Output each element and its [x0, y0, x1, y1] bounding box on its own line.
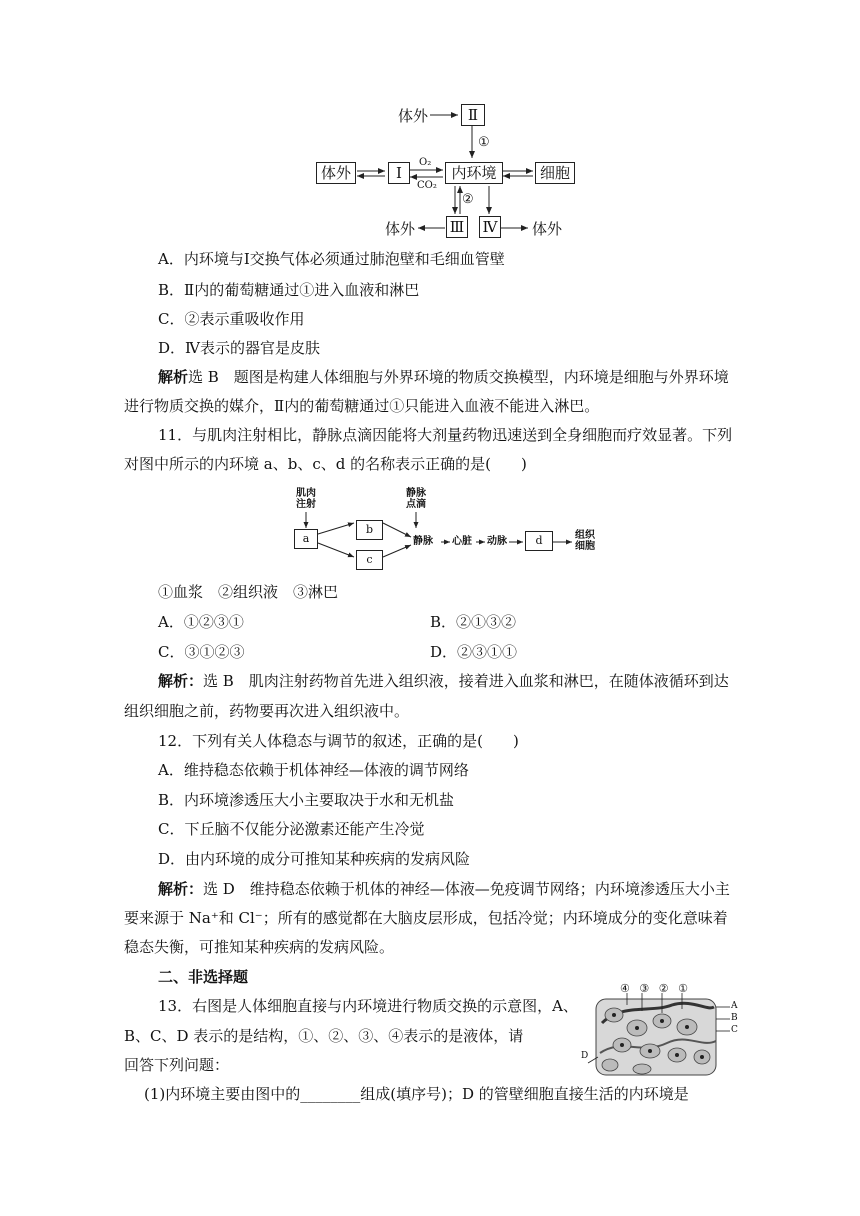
q12-option-c: C．下丘脑不仅能分泌激素还能产生冷觉	[158, 820, 425, 838]
q11-option-b: B．②①③②	[430, 613, 517, 631]
box-b: b	[356, 520, 383, 540]
tissue-label-1: 组织	[575, 530, 595, 541]
artery-label: 动脉	[487, 536, 507, 547]
q12-option-b: B．内环境渗透压大小主要取决于水和无机盐	[158, 791, 455, 809]
q11-option-c: C．③①②③	[158, 643, 245, 661]
co2-label: CO₂	[417, 180, 437, 191]
tissue-drawing	[582, 993, 742, 1083]
q11-option-a: A．①②③①	[158, 613, 244, 631]
q13-stem-line-1: 13．右图是人体细胞直接与内环境进行物质交换的示意图，A、	[158, 997, 578, 1015]
tissue-label-2: 细胞	[575, 541, 595, 552]
box-ii: Ⅱ	[461, 104, 485, 126]
cell-box: 细胞	[535, 162, 575, 184]
box-d: d	[525, 531, 553, 551]
mark-1: ①	[478, 135, 490, 150]
o2-label: O₂	[419, 157, 432, 168]
q10-option-b: B．Ⅱ内的葡萄糖通过①进入血液和淋巴	[158, 281, 420, 299]
q11-analysis-text-1: 选 B 肌肉注射药物首先进入组织液，接着进入血浆和淋巴，在随体液循环到达	[203, 672, 729, 690]
vein-label: 静脉	[413, 536, 433, 547]
box-iv: Ⅳ	[479, 216, 501, 238]
outside-left-box: 体外	[316, 162, 356, 184]
q13-sub-question-1: (1)内环境主要由图中的________组成(填序号)；D 的管壁细胞直接生活的内环境是	[144, 1085, 689, 1103]
section-heading: 二、非选择题	[158, 968, 249, 986]
q11-analysis-label: 解析：	[158, 672, 204, 690]
q11-analysis-line-2: 组织细胞之前，药物要再次进入组织液中。	[124, 702, 410, 720]
q10-analysis-label: 解析	[158, 368, 189, 386]
q11-stem-line-1: 11．与肌肉注射相比，静脉点滴因能将大剂量药物迅速送到全身细胞而疗效显著。下列	[158, 426, 733, 444]
q10-analysis-text-1: 选 B 题图是构建人体细胞与外界环境的物质交换模型，内环境是细胞与外界环境	[188, 368, 729, 386]
fig-label-d: D	[581, 1051, 589, 1061]
q11-stem-line-2: 对图中所示的内环境 a、b、c、d 的名称表示正确的是( )	[124, 455, 527, 473]
q12-analysis-line-1	[158, 879, 730, 899]
q10-option-a: A．内环境与Ⅰ交换气体必须通过肺泡壁和毛细血管壁	[158, 250, 505, 268]
q11-analysis-line-1	[158, 671, 729, 691]
q10-analysis-line-2: 进行物质交换的媒介，Ⅱ内的葡萄糖通过①只能进入血液不能进入淋巴。	[124, 397, 600, 415]
q13-stem-line-3: 回答下列问题：	[124, 1056, 230, 1074]
drug-route-arrows	[0, 485, 860, 585]
box-a: a	[294, 529, 318, 549]
q12-analysis-label: 解析：	[158, 880, 204, 898]
internal-environment-box: 内环境	[445, 162, 503, 184]
outside-bottom-right-label: 体外	[532, 220, 563, 238]
box-c: c	[356, 550, 383, 570]
outside-bottom-left-label: 体外	[385, 220, 416, 238]
iv-label-2: 点滴	[406, 499, 426, 510]
q12-analysis-line-2: 要来源于 Na⁺和 Cl⁻；所有的感觉都在大脑皮层形成，包括冷觉；内环境成分的变化意味着	[124, 909, 728, 927]
fig-label-b: B	[731, 1013, 738, 1023]
heart-label: 心脏	[452, 536, 472, 547]
q10-analysis-line-1	[158, 367, 729, 387]
im-label-1: 肌肉	[296, 488, 316, 499]
fig-liquid-marks: ④ ③ ② ①	[620, 982, 691, 995]
im-label-2: 注射	[296, 499, 316, 510]
q13-stem-line-2: B、C、D 表示的是结构，①、②、③、④表示的是液体，请	[124, 1027, 524, 1045]
box-i: Ⅰ	[388, 162, 410, 184]
q11-option-d: D．②③①①	[430, 643, 518, 661]
iv-label-1: 静脉	[406, 488, 426, 499]
mark-2: ②	[462, 192, 474, 207]
outside-top-label: 体外	[398, 107, 429, 125]
q12-option-d: D．由内环境的成分可推知某种疾病的发病风险	[158, 850, 471, 868]
fig-label-a: A	[731, 1001, 738, 1011]
q11-legend: ①血浆 ②组织液 ③淋巴	[158, 583, 339, 601]
fig-label-c: C	[731, 1025, 738, 1035]
diagram1-arrows	[0, 0, 860, 250]
q12-stem: 12．下列有关人体稳态与调节的叙述，正确的是( )	[158, 732, 519, 750]
q12-analysis-line-3: 稳态失衡，可推知某种疾病的发病风险。	[124, 938, 395, 956]
q10-option-c: C．②表示重吸收作用	[158, 310, 305, 328]
q10-option-d: D．Ⅳ表示的器官是皮肤	[158, 339, 321, 357]
q12-option-a: A．维持稳态依赖于机体神经—体液的调节网络	[158, 761, 469, 779]
q12-analysis-text-1: 选 D 维持稳态依赖于机体的神经—体液—免疫调节网络；内环境渗透压大小主	[203, 880, 730, 898]
box-iii: Ⅲ	[446, 216, 468, 238]
